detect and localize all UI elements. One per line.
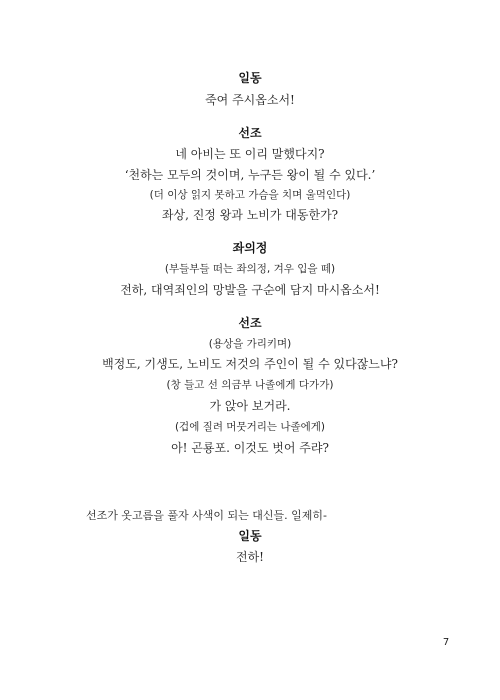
dialog-line: 좌상, 진정 왕과 노비가 대동한가? — [161, 208, 339, 222]
stage-direction: (겁에 질려 머뭇거리는 나졸에게) — [174, 421, 326, 433]
dialog-line: 네 아비는 또 이리 말했다지? — [175, 147, 325, 161]
dialog-line: 죽여 주시옵소서! — [205, 93, 295, 107]
speaker-name: 선조 — [238, 126, 262, 140]
speaker-name: 일동 — [238, 71, 262, 85]
stage-direction: (부들부들 떠는 좌의정, 겨우 입을 떼) — [164, 263, 336, 275]
dialog-line: 백정도, 기생도, 노비도 저것의 주인이 될 수 있다잖느냐? — [102, 357, 398, 371]
dialog-line: 가 앉아 보거라. — [209, 399, 291, 413]
dialog-line: ‘천하는 모두의 것이며, 누구든 왕이 될 수 있다.’ — [124, 168, 376, 182]
stage-direction: (창 들고 선 의금부 나졸에게 다가가) — [166, 379, 334, 391]
page-number: 7 — [442, 637, 450, 648]
dialog-line: 전하, 대역죄인의 망발을 구순에 담지 마시옵소서! — [120, 283, 380, 297]
speaker-name: 좌의정 — [232, 241, 268, 255]
narration-line: 선조가 옷고름을 풀자 사색이 되는 대신들. 일제히- — [86, 509, 327, 522]
dialog-line: 아! 곤룡포. 이것도 벗어 주랴? — [171, 441, 329, 455]
speaker-name: 일동 — [238, 529, 262, 543]
stage-direction: (더 이상 읽지 못하고 가슴을 치며 울먹인다) — [149, 189, 351, 201]
stage-direction: (용상을 가리키며) — [208, 338, 292, 350]
speaker-name: 선조 — [238, 316, 262, 330]
dialog-line: 전하! — [235, 550, 264, 564]
